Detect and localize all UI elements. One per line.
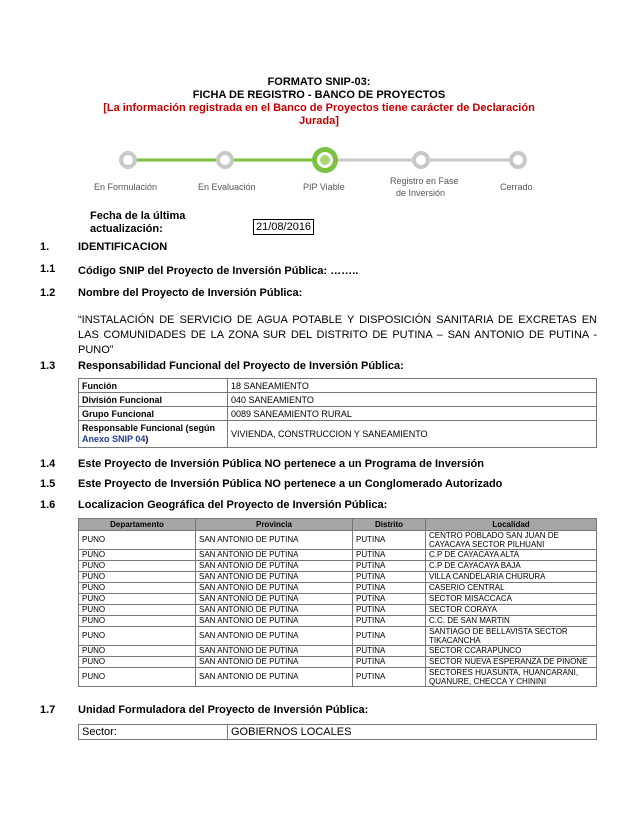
doc-subtitle: FICHA DE REGISTRO - BANCO DE PROYECTOS (192, 89, 446, 101)
last-update-label: Fecha de la última actualización: (90, 210, 186, 235)
table-row: PUNO SAN ANTONIO DE PUTINA PUTINA SANTIAGO DE BELLAVISTA SECTOR TIKACANCHA (79, 627, 597, 646)
section-title-nombre: Nombre del Proyecto de Inversión Pública: (78, 287, 303, 299)
step-label-evaluacion: En Evaluación (198, 182, 256, 192)
project-name: “INSTALACIÓN DE SERVICIO DE AGUA POTABLE Y DISPOSICIÓN SANITARIA DE EXCRETAS EN LAS COMUNIDADES DE LA ZONA SUR DEL DISTRITO DE PUTINA – SAN ANTONIO DE PUTINA - PUNO” (78, 314, 597, 356)
table-row: PUNO SAN ANTONIO DE PUTINA PUTINA VILLA CANDELARIA CHURURA (79, 572, 597, 583)
section-title-responsabilidad: Responsabilidad Funcional del Proyecto de Inversión Pública: (78, 360, 404, 372)
table-row: PUNO SAN ANTONIO DE PUTINA PUTINA C.P DE CAYACAYA BAJA (79, 561, 597, 572)
declaration-note-2: Jurada] (299, 115, 339, 127)
section-title-codigo-snip: Código SNIP del Proyecto de Inversión Pública: …….. (78, 265, 359, 277)
section-number: 1.1 (40, 263, 56, 275)
step-label-formulacion: En Formulación (94, 182, 158, 192)
sector-value: GOBIERNOS LOCALES (228, 725, 597, 740)
table-row: PUNO SAN ANTONIO DE PUTINA PUTINA C.P DE CAYACAYA ALTA (79, 550, 597, 561)
functional-table (78, 378, 597, 448)
table-row: PUNO SAN ANTONIO DE PUTINA PUTINA SECTOR MISACCACA (79, 594, 597, 605)
section-number: 1.2 (40, 287, 56, 299)
sector-label: Sector: (79, 725, 228, 740)
table-row: PUNO SAN ANTONIO DE PUTINA PUTINA CASERIO CENTRAL (79, 583, 597, 594)
section-number: 1.7 (40, 704, 56, 716)
project-status-stepper (88, 140, 548, 206)
section-title-identificacion: IDENTIFICACION (78, 241, 168, 253)
section-title-unidad-formuladora: Unidad Formuladora del Proyecto de Inversión Pública: (78, 704, 369, 716)
table-row: Grupo Funcional 0089 SANEAMIENTO RURAL (79, 407, 597, 421)
section-number: 1.4 (40, 458, 56, 470)
table-row: PUNO SAN ANTONIO DE PUTINA PUTINA SECTORES HUASUNTA, HUANCARANI, QUANURE, CHECCA Y CHININI (79, 668, 597, 687)
section-number: 1.5 (40, 478, 56, 490)
last-update-date: 21/08/2016 (253, 219, 314, 235)
table-row: PUNO SAN ANTONIO DE PUTINA PUTINA SECTOR CCARAPUNCO (79, 646, 597, 657)
table-row: División Funcional 040 SANEAMIENTO (79, 393, 597, 407)
step-label-registro: Registro en Fase (390, 176, 459, 186)
section-number: 1. (40, 241, 50, 253)
section-title-conglomerado: Este Proyecto de Inversión Pública NO pertenece a un Conglomerado Autorizado (78, 478, 503, 490)
declaration-note: [La información registrada en el Banco de Proyectos tiene carácter de Declaración (103, 102, 535, 114)
section-title-localizacion: Localizacion Geográfica del Proyecto de Inversión Pública: (78, 499, 388, 511)
anexo-link[interactable]: Anexo SNIP 04 (82, 434, 146, 444)
table-row (79, 725, 597, 740)
table-row: PUNO SAN ANTONIO DE PUTINA PUTINA SECTOR NUEVA ESPERANZA DE PINONE (79, 657, 597, 668)
table-row: Responsable Funcional (según Anexo SNIP 04) VIVIENDA, CONSTRUCCION Y SANEAMIENTO (79, 421, 597, 448)
doc-title: FORMATO SNIP-03: (267, 76, 371, 88)
sector-table (78, 724, 597, 740)
table-row: PUNO SAN ANTONIO DE PUTINA PUTINA CENTRO POBLADO SAN JUAN DE CAYACAYA SECTOR PILHUANI (79, 531, 597, 550)
table-row: PUNO SAN ANTONIO DE PUTINA PUTINA SECTOR CORAYA (79, 605, 597, 616)
section-number: 1.3 (40, 360, 56, 372)
step-label-registro-2: de Inversión (396, 188, 446, 198)
table-row: Función 18 SANEAMIENTO (79, 379, 597, 393)
location-table (78, 518, 597, 687)
section-number: 1.6 (40, 499, 56, 511)
table-row: PUNO SAN ANTONIO DE PUTINA PUTINA C.C. DE SAN MARTIN (79, 616, 597, 627)
step-label-cerrado: Cerrado (500, 182, 533, 192)
table-header-row: Departamento Provincia Distrito Localidad (79, 519, 597, 531)
section-title-programa: Este Proyecto de Inversión Pública NO pertenece a un Programa de Inversión (78, 458, 484, 470)
step-label-viable: PIP Viable (303, 182, 345, 192)
stepper-graphic (88, 140, 548, 206)
